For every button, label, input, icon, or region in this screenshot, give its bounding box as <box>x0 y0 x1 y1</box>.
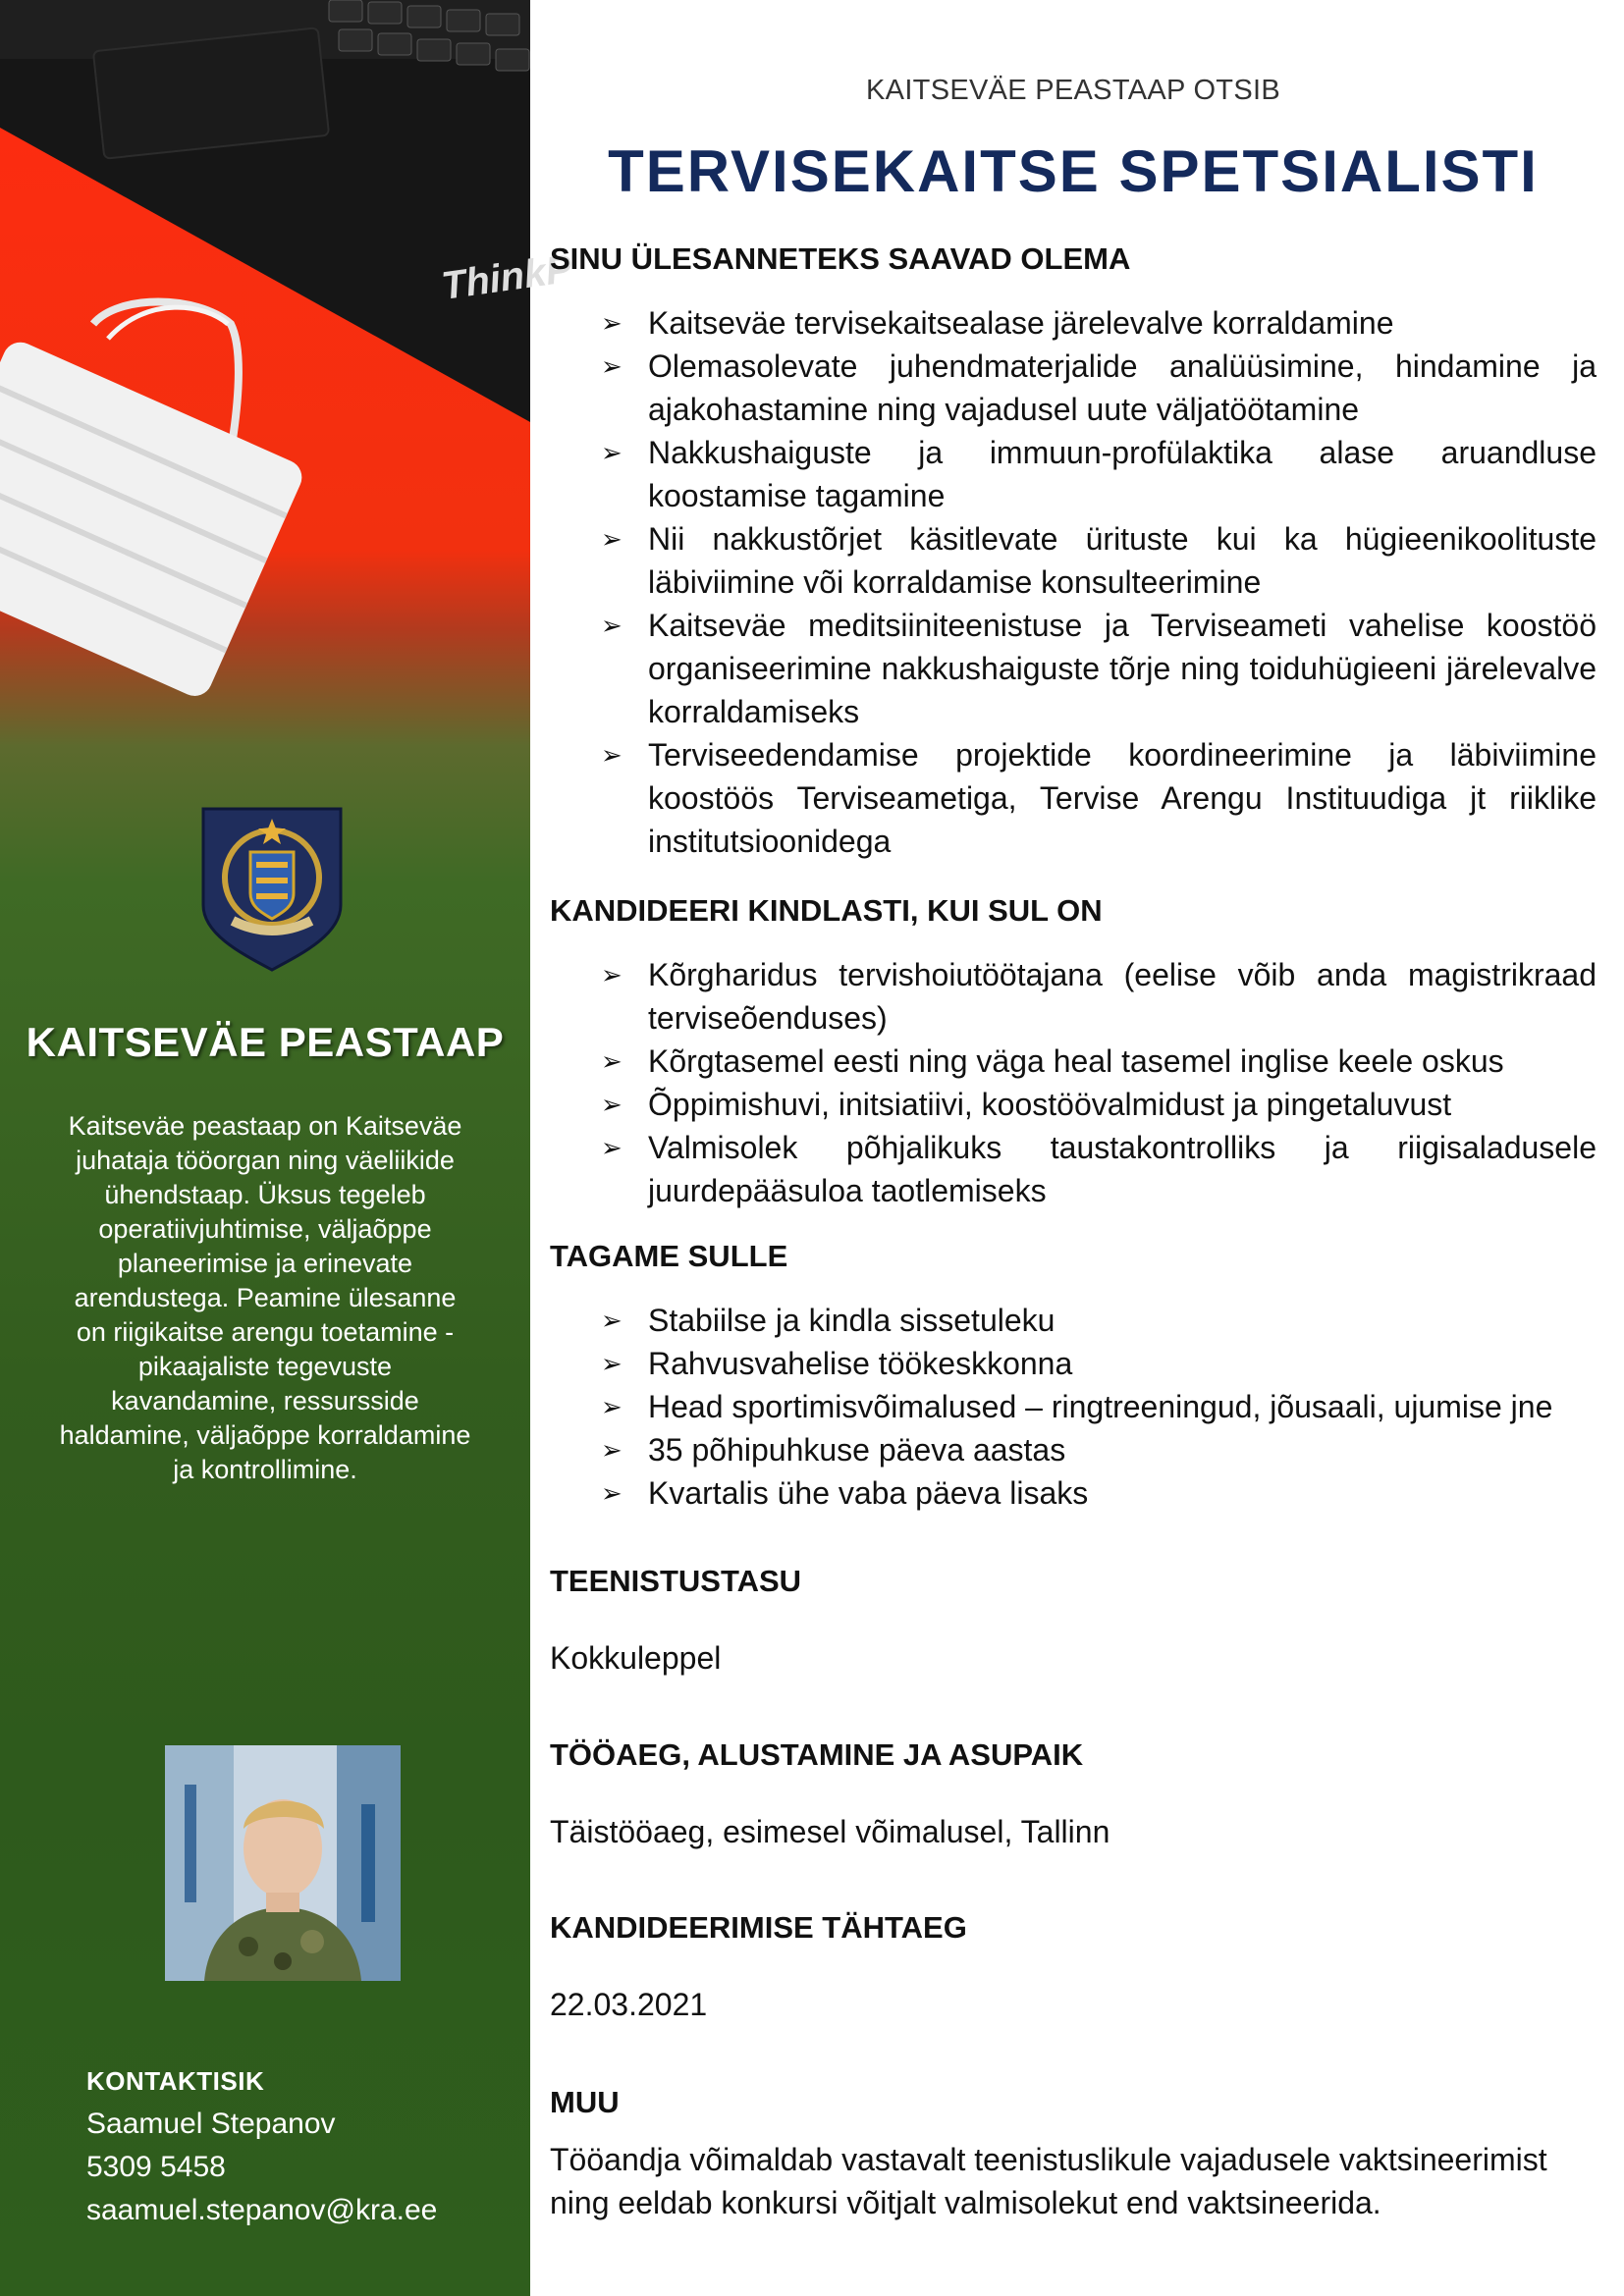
arrowhead-bullet-icon: ➢ <box>601 351 623 381</box>
avatar <box>165 1745 401 1981</box>
contact-block <box>86 2059 437 2232</box>
list-item-text: Kõrgharidus tervishoiutöötajana (eelise võib anda magistrikraad terviseõenduses) <box>648 957 1597 1036</box>
list-item <box>550 1428 1597 1471</box>
arrowhead-bullet-icon: ➢ <box>601 1478 623 1508</box>
salary-text: Kokkuleppel <box>550 1640 722 1676</box>
offer-section <box>550 1239 1597 1515</box>
org-title: KAITSEVÄE PEASTAAP <box>26 1019 505 1065</box>
arrowhead-bullet-icon: ➢ <box>601 1392 623 1421</box>
list-item-text: Kaitseväe tervisekaitsealase järelevalve korraldamine <box>648 305 1394 341</box>
list-item-text: Rahvusvahelise töökeskkonna <box>648 1346 1073 1381</box>
section-heading: TEENISTUSTASU <box>550 1564 802 1598</box>
other-text: Tööandja võimaldab vastavalt teenistuslikule vajadusele vaktsineerimist ning eeldab konkursi võitjalt valmisolekut end vaktsineerida. <box>550 2142 1547 2220</box>
arrowhead-bullet-icon: ➢ <box>601 1435 623 1465</box>
arrowhead-bullet-icon: ➢ <box>601 960 623 989</box>
worktime-section <box>550 1737 1597 1853</box>
list-item-text: 35 põhipuhkuse päeva aastas <box>648 1432 1066 1468</box>
list-item <box>550 1471 1597 1515</box>
list-item <box>550 1040 1597 1083</box>
contact-phone[interactable]: 5309 5458 <box>86 2151 226 2183</box>
section-heading: KANDIDEERIMISE TÄHTAEG <box>550 1910 967 1945</box>
section-heading: TAGAME SULLE <box>550 1239 788 1273</box>
section-heading: MUU <box>550 2085 620 2119</box>
list-item <box>550 1299 1597 1342</box>
posting-kicker: KAITSEVÄE PEASTAAP OTSIB <box>866 75 1280 106</box>
list-item <box>550 517 1597 604</box>
page-title: TERVISEKAITSE SPETSIALISTI <box>608 138 1539 204</box>
list-item <box>550 953 1597 1040</box>
arrowhead-bullet-icon: ➢ <box>601 1046 623 1076</box>
contact-title: KONTAKTISIK <box>86 2066 265 2096</box>
list-item-text: Terviseedendamise projektide koordineerimine ja läbiviimine koostöös Terviseametiga, Tervise Arengu Instituudiga jt riiklike institutsioonidega <box>648 737 1597 859</box>
list-item-text: Olemasolevate juhendmaterjalide analüüsimine, hindamine ja ajakohastamine ning vajadusel uute väljatöötamine <box>648 348 1597 427</box>
sidebar <box>0 0 575 2296</box>
laptop-brand-text: ThinkP <box>439 246 575 308</box>
list-item-text: Nakkushaiguste ja immuun-profülaktika alase aruandluse koostamise tagamine <box>648 435 1597 513</box>
deadline-section <box>550 1910 1597 2026</box>
arrowhead-bullet-icon: ➢ <box>601 740 623 770</box>
salary-section <box>550 1564 1597 1680</box>
list-item <box>550 345 1597 431</box>
list-item <box>550 1126 1597 1212</box>
list-item-text: Nii nakkustõrjet käsitlevate ürituste kui ka hügieenikoolituste läbiviimine või korraldamise konsulteerimine <box>648 521 1597 600</box>
arrowhead-bullet-icon: ➢ <box>601 438 623 467</box>
requirements-section <box>550 893 1597 1212</box>
list-item <box>550 733 1597 863</box>
list-item-text: Kaitseväe meditsiiniteenistuse ja Terviseameti vahelise koostöö organiseerimine nakkushaiguste tõrje ning toiduhügieeni järelevalve korraldamiseks <box>648 608 1597 729</box>
arrowhead-bullet-icon: ➢ <box>601 1133 623 1162</box>
tasks-section <box>550 241 1597 863</box>
arrowhead-bullet-icon: ➢ <box>601 524 623 554</box>
list-item-text: Kõrgtasemel eesti ning väga heal tasemel inglise keele oskus <box>648 1043 1504 1079</box>
other-section <box>550 2085 1597 2224</box>
section-heading: SINU ÜLESANNETEKS SAAVAD OLEMA <box>550 241 1131 276</box>
tasks-list <box>550 301 1597 863</box>
list-item <box>550 431 1597 517</box>
list-item <box>550 1342 1597 1385</box>
contact-person-photo <box>165 1745 401 1981</box>
list-item-text: Õppimishuvi, initsiatiivi, koostöövalmidust ja pingetaluvust <box>648 1087 1452 1122</box>
emblem-icon <box>193 797 351 974</box>
list-item <box>550 604 1597 733</box>
list-item-text: Stabiilse ja kindla sissetuleku <box>648 1303 1056 1338</box>
list-item <box>550 1083 1597 1126</box>
section-heading: TÖÖAEG, ALUSTAMINE JA ASUPAIK <box>550 1737 1084 1772</box>
arrowhead-bullet-icon: ➢ <box>601 1306 623 1335</box>
list-item <box>550 1385 1597 1428</box>
worktime-text: Täistööaeg, esimesel võimalusel, Tallinn <box>550 1814 1110 1849</box>
section-heading: KANDIDEERI KINDLASTI, KUI SUL ON <box>550 893 1103 928</box>
contact-email[interactable]: saamuel.stepanov@kra.ee <box>86 2194 438 2226</box>
list-item <box>550 301 1597 345</box>
list-item-text: Head sportimisvõimalused – ringtreeningud, jõusaali, ujumise jne <box>648 1389 1553 1424</box>
list-item-text: Valmisolek põhjalikuks taustakontrolliks ja riigisaladusele juurdepääsuloa taotlemiseks <box>648 1130 1597 1208</box>
arrowhead-bullet-icon: ➢ <box>601 1090 623 1119</box>
arrowhead-bullet-icon: ➢ <box>601 308 623 338</box>
arrowhead-bullet-icon: ➢ <box>601 1349 623 1378</box>
contact-name: Saamuel Stepanov <box>86 2108 336 2140</box>
org-description: Kaitseväe peastaap on Kaitseväe juhataja tööorgan ning väeliikide ühendstaap. Üksus tegeleb operatiivjuhtimise, väljaõppe planeerimise ja erinevate arendustega. Peamine ülesanne on riigikaitse arengu toetamine - pikaajaliste tegevuste kavandamine, ressursside haldamine, väljaõppe korraldamine ja kontrollimine. <box>59 1111 471 1484</box>
deadline-text: 22.03.2021 <box>550 1987 708 2022</box>
list-item-text: Kvartalis ühe vaba päeva lisaks <box>648 1475 1089 1511</box>
offer-list <box>550 1299 1597 1515</box>
requirements-list <box>550 953 1597 1212</box>
arrowhead-bullet-icon: ➢ <box>601 611 623 640</box>
laptop-mask-photo <box>0 0 575 746</box>
